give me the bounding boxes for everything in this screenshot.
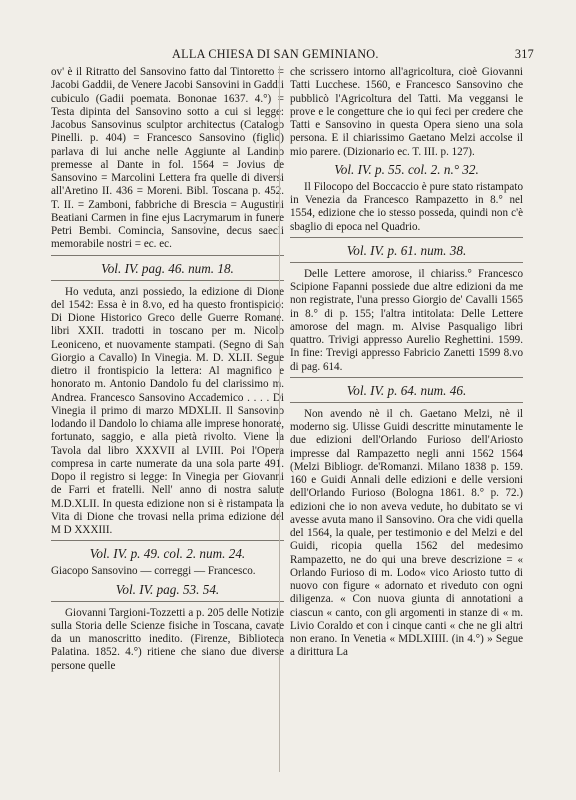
left-column <box>51 66 284 673</box>
right-column <box>290 66 523 660</box>
right-paragraph-3: Delle Lettere amorose, il chiariss.° Francesco Scipione Fapanni possiede due altre edizioni da me non registrate, l'una presso Giorgio de' Cavalli 1565 in 8.° di p. 155; l'altra intitolata: Delle Lettere amorose del magn. m. Alvise Pasqualigo libri quattro. Trivigi appresso Aurelio Reghettini. 1599. In fine: Trevigi appresso Fabricio Zanetti 1599 8.vo di pag. 614. <box>290 267 523 373</box>
left-paragraph-4: Giovanni Targioni-Tozzetti a p. 205 delle Notizie sulla Storia delle Scienze fisiche in Toscana, cavate da un manoscritto inedito. (Firenze, Biblioteca Palatina. 1852. 4.°) ritiene che siano due diverse persone quelle <box>51 606 284 672</box>
section-rule <box>290 402 523 403</box>
page-number: 317 <box>514 47 534 61</box>
right-section-heading-1: Vol. IV. p. 55. col. 2. n.° 32. <box>334 161 479 177</box>
section-rule <box>51 601 284 602</box>
right-paragraph-4: Non avendo nè il ch. Gaetano Melzi, nè il moderno sig. Ulisse Guidi descritte minutamente le due edizioni dell'Orlando Furioso dell'Ariosto impresse dal Rampazetto negli anni 1562 1564 (Melzi Bibliogr. de'Romanzi. Milano 1838 p. 159. 160 e Guidi Annali delle edizioni e delle versioni dell'Orlando Furioso (Bologna 1861. 8.° p. 72.) edizioni che io non aveva vedute, ho dubitato se vi avesse avuta mano il Sansovino. Ora che vidi quella del 1564, la quale, per testimonio e del Melzi e del Guidi, ricopia quella 1562 del medesimo Rampazetto, ne do qui una breve descrizione = « Orlando Furioso di m. Lodo« vico Ariosto tutto di nuovo con figure « adornato et riveduto con ogni diligenza. « Con nuova giunta di annotationi a ciascun « canto, con gli argomenti in stanze di « m. Livio Coraldo et con i cinque canti « che ne gli altri non erano. In Venetia « MDLXIIII. (in 4.°) » Segue a dirittura La <box>290 407 523 659</box>
section-rule <box>51 255 284 256</box>
running-title: ALLA CHIESA DI SAN GEMINIANO. <box>172 47 379 61</box>
left-section-heading-1: Vol. IV. pag. 46. num. 18. <box>101 260 234 276</box>
right-section-heading-2: Vol. IV. p. 61. num. 38. <box>346 242 467 258</box>
section-rule <box>51 280 284 281</box>
left-paragraph-3: Giacopo Sansovino — correggi — Francesco. <box>51 565 256 578</box>
column-divider <box>279 66 280 772</box>
section-rule <box>51 540 284 541</box>
left-paragraph-1: ov' è il Ritratto del Sansovino fatto dal Tintoretto = Jacobi Gaddii, de Venere Jacobi Sansovini in Gaddii cubiculo (Gadii poemata. Bononae 1637. 4.°) = Testa dipinta del Sansovino sotto a cui si legge: Jacobus Sansovinus sculptor architectus (Catalogo Pinelli. p. 404) = Francesco Sansovino (figlio) parlava di lui anche nelle Aggiunte al Landino premesse al Dante in fol. 1564 = Jovius de Sansovino = Marcolini Lettera fra quelle di diversi all'Aretino II. 436 = Moreni. Bibl. Toscana p. 452. T. II. = Zamboni, fabbriche di Brescia = Augustini Beatiani Carmen in fine ejus Lacrymarum in funere Petri Bembi. Comincia, Sansovine, decus saecli memorabile nostri = ec. ec. <box>51 66 284 251</box>
page-header <box>54 47 534 63</box>
left-section-heading-2: Vol. IV. p. 49. col. 2. num. 24. <box>89 546 246 562</box>
right-paragraph-2: Il Filocopo del Boccaccio è pure stato ristampato in Venezia da Francesco Rampazetto in 8.° nel 1554, edizione che io stesso posseda, quindi non c'è sbaglio di epoca nel Quadrio. <box>290 180 523 233</box>
section-rule <box>290 237 523 238</box>
section-rule <box>290 377 523 378</box>
right-section-heading-3: Vol. IV. p. 64. num. 46. <box>346 382 467 398</box>
left-section-heading-3: Vol. IV. pag. 53. 54. <box>115 581 220 597</box>
section-rule <box>290 262 523 263</box>
left-paragraph-2: Ho veduta, anzi possiedo, la edizione di Dione del 1542: Essa è in 8.vo, ed ha questo frontispicio: Di Dione Historico Greco delle Guerre Romane. libri XXII. tradotti in toscano per m. Nicolo Leoniceno, et nuovamente stampati. (Segno di San Giorgio a Cavallo) In Vinegia. M. D. XLII. Segue dietro il frontispicio la lettera: Al magnifico e honorato m. Antonio Dandolo fu del clarissimo m. Andrea. Francesco Sansovino Accademico . . . . Di Vinegia il primo di marzo MDXLII. Il Sansovino lodando il Dandolo lo chiama alle imprese honorate, fortunato, saggio, e alla pietà rivolto. Viene la Tavola dal libro XXXVII al LVIII. Poi l'Opera compresa in carte numerate da una sola parte 491. Dopo il registro si legge: In Vinegia per Giovanni de Farri et fratelli. Nell' anno di nostra salute M.D.XLII. In questa edizione non si è ristampata la Vita di Dione che trovasi nella prima edizione del M D XXXIII. <box>51 285 284 536</box>
right-paragraph-1: che scrissero intorno all'agricoltura, cioè Giovanni Tatti Lucchese. 1560, e Francesco Sansovino che pubblicò l'Agricoltura del Tatti. Ma veggansi le prove e le congetture che io qui feci per credere che Tatti e Sansovino in questa Opera sieno una sola persona. E il chiarissimo Gaetano Melzi accolse il mio parere. (Dizionario ec. T. III. p. 127). <box>290 66 523 158</box>
